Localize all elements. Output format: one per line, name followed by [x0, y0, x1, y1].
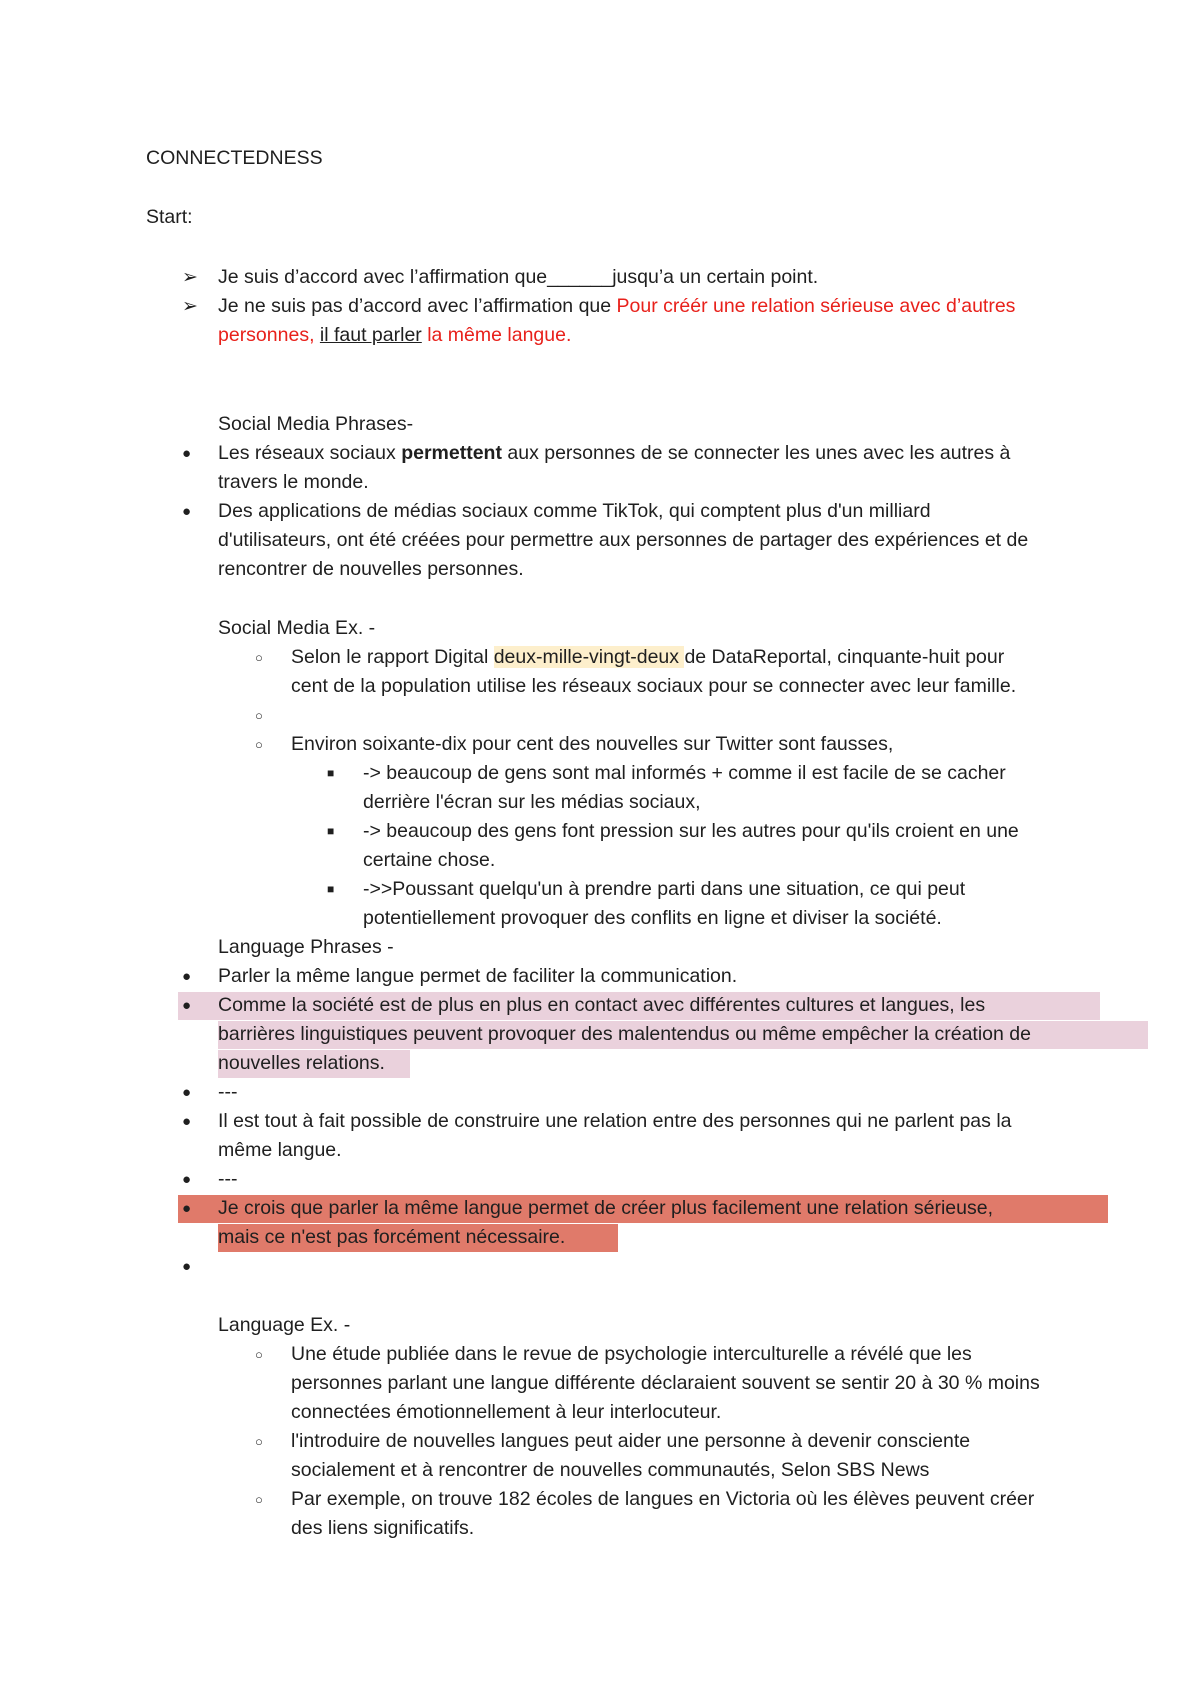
- social-media-ex-heading: Social Media Ex. -: [218, 617, 376, 639]
- text-run: aux personnes de se connecter les unes avec les autres à: [501, 442, 1011, 464]
- bullet-circle-icon: ○: [255, 737, 263, 752]
- start-item-2-line-1: [218, 292, 1015, 321]
- social-ex-sub-2-line-1: -> beaucoup des gens font pression sur les autres pour qu'ils croient en une: [363, 820, 1019, 842]
- social-ex-sub-1-line-1: -> beaucoup de gens sont mal informés + comme il est facile de se cacher: [363, 762, 1006, 784]
- start-item-2-line-2: [218, 321, 571, 350]
- start-label: Start:: [146, 206, 193, 228]
- text-run: de DataReportal, cinquante-huit pour: [684, 646, 1005, 668]
- start-item-2-red-text: personnes,: [218, 324, 320, 346]
- bullet-dot-icon: ●: [182, 1200, 192, 1217]
- language-phrases-heading: Language Phrases -: [218, 936, 394, 958]
- start-item-2-underlined-text: il faut parler: [319, 324, 422, 346]
- start-item-2-red-text: Pour créér une relation sérieuse avec d’autres: [616, 295, 1016, 317]
- social-phrase-2-line-2: d'utilisateurs, ont été créées pour permettre aux personnes de partager des expériences et de: [218, 529, 1029, 551]
- language-phrase-1: Parler la même langue permet de faciliter la communication.: [218, 965, 738, 987]
- social-ex-1-line-1: [291, 643, 1004, 672]
- bullet-square-icon: ■: [327, 824, 335, 838]
- start-item-2-red-text: la même langue.: [421, 324, 572, 346]
- language-ex-heading: Language Ex. -: [218, 1314, 351, 1336]
- language-ex-1-line-2: personnes parlant une langue différente déclaraient souvent se sentir 20 à 30 % moins: [291, 1372, 1040, 1394]
- text-run: Selon le rapport Digital: [291, 646, 494, 668]
- bullet-dot-icon: ●: [182, 997, 192, 1014]
- start-item-1: Je suis d’accord avec l’affirmation que______jusqu’a un certain point.: [218, 266, 819, 288]
- text-run: Les réseaux sociaux: [218, 442, 402, 464]
- social-ex-sub-2-line-2: certaine chose.: [363, 849, 496, 871]
- bullet-dot-icon: ●: [182, 1084, 192, 1101]
- language-ex-2-line-1: l'introduire de nouvelles langues peut aider une personne à devenir consciente: [291, 1430, 971, 1452]
- language-ex-3-line-1: Par exemple, on trouve 182 écoles de langues en Victoria où les élèves peuvent créer: [291, 1488, 1035, 1510]
- bullet-circle-icon: ○: [255, 1434, 263, 1449]
- bullet-dot-icon: ●: [182, 968, 192, 985]
- social-ex-sub-3-line-2: potentiellement provoquer des conflits en ligne et diviser la société.: [363, 907, 942, 929]
- arrow-bullet-icon: ➢: [182, 296, 198, 317]
- language-phrase-6-line-1: Je crois que parler la même langue permet de créer plus facilement une relation sérieuse,: [218, 1197, 993, 1219]
- social-ex-sub-3-line-1: ->>Poussant quelqu'un à prendre parti dans une situation, ce qui peut: [363, 878, 966, 900]
- bullet-square-icon: ■: [327, 766, 335, 780]
- language-phrase-2-line-1: Comme la société est de plus en plus en contact avec différentes cultures et langues, les: [218, 994, 986, 1016]
- social-phrase-2-line-3: rencontrer de nouvelles personnes.: [218, 558, 524, 580]
- language-phrase-2-line-3: nouvelles relations.: [218, 1052, 385, 1074]
- language-phrase-4-line-2: même langue.: [218, 1139, 342, 1161]
- language-phrase-6-line-2: mais ce n'est pas forcément nécessaire.: [218, 1226, 566, 1248]
- social-phrase-1-line-1: [218, 439, 1010, 468]
- language-ex-2-line-2: socialement et à rencontrer de nouvelles communautés, Selon SBS News: [291, 1459, 930, 1481]
- social-ex-sub-1-line-2: derrière l'écran sur les médias sociaux,: [363, 791, 701, 813]
- bullet-circle-icon: ○: [255, 650, 263, 665]
- social-media-phrases-heading: Social Media Phrases-: [218, 413, 414, 435]
- social-phrase-2-line-1: Des applications de médias sociaux comme TikTok, qui comptent plus d'un milliard: [218, 500, 931, 522]
- bullet-circle-icon: ○: [255, 1492, 263, 1507]
- social-ex-3-line-1: Environ soixante-dix pour cent des nouvelles sur Twitter sont fausses,: [291, 733, 894, 755]
- bullet-square-icon: ■: [327, 882, 335, 896]
- social-phrase-1-line-2: travers le monde.: [218, 471, 369, 493]
- start-item-2-text: Je ne suis pas d’accord avec l’affirmation que: [218, 295, 617, 317]
- arrow-bullet-icon: ➢: [182, 267, 198, 288]
- bold-text: permettent: [401, 442, 502, 464]
- highlighted-text: deux-mille-vingt-deux: [493, 646, 685, 668]
- document-title: CONNECTEDNESS: [146, 147, 323, 169]
- language-phrase-5: ---: [218, 1168, 238, 1190]
- language-phrase-2-line-2: barrières linguistiques peuvent provoquer des malentendus ou même empêcher la création de: [218, 1023, 1031, 1045]
- bullet-dot-icon: ●: [182, 445, 192, 462]
- bullet-dot-icon: ●: [182, 1171, 192, 1188]
- social-ex-1-line-2: cent de la population utilise les réseaux sociaux pour se connecter avec leur famille.: [291, 675, 1017, 697]
- bullet-circle-icon: ○: [255, 1347, 263, 1362]
- bullet-dot-icon: ●: [182, 503, 192, 520]
- language-ex-3-line-2: des liens significatifs.: [291, 1517, 475, 1539]
- language-ex-1-line-1: Une étude publiée dans le revue de psychologie interculturelle a révélé que les: [291, 1343, 972, 1365]
- language-ex-1-line-3: connectées émotionnellement à leur interlocuteur.: [291, 1401, 722, 1423]
- language-phrase-4-line-1: Il est tout à fait possible de construire une relation entre des personnes qui ne parlent pas la: [218, 1110, 1012, 1132]
- bullet-dot-icon: ●: [182, 1258, 192, 1275]
- bullet-dot-icon: ●: [182, 1113, 192, 1130]
- bullet-circle-icon: ○: [255, 708, 263, 723]
- language-phrase-3: ---: [218, 1081, 238, 1103]
